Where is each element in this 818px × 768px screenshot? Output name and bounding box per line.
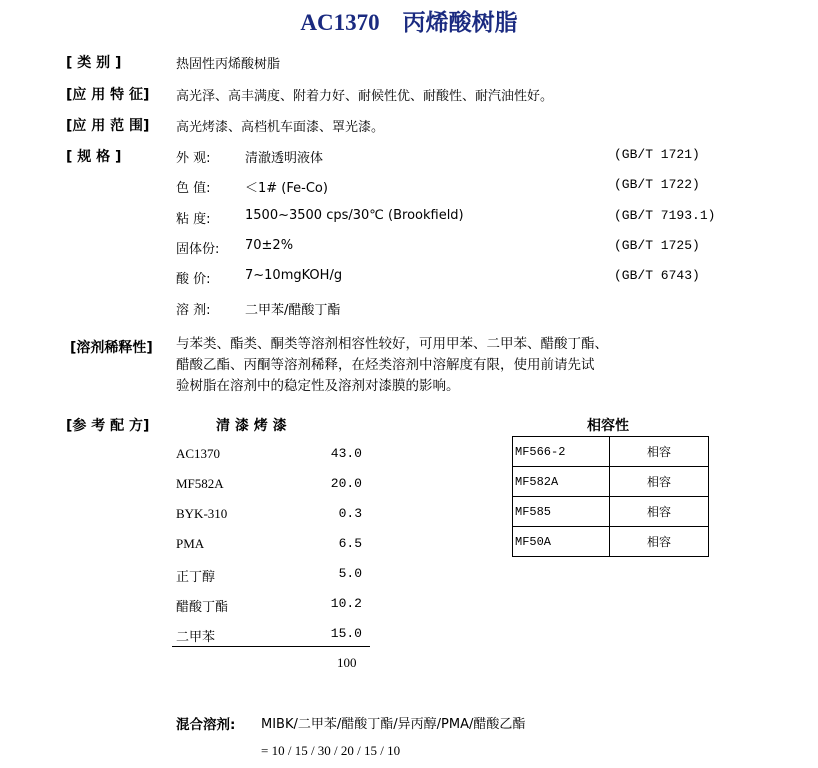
spec-standard: (GB/T 1721) xyxy=(614,147,700,162)
formula-ingredient: 醋酸丁酯 xyxy=(176,600,229,615)
solvent-dilution-text xyxy=(176,334,608,397)
spec-standard: (GB/T 1722) xyxy=(614,177,700,192)
formula-ingredient: PMA xyxy=(176,536,205,551)
compat-resin: MF50A xyxy=(513,527,610,557)
formula-amount: 15.0 xyxy=(330,626,362,641)
formula-amount: 20.0 xyxy=(330,476,362,491)
formula-row xyxy=(176,506,366,526)
table-row xyxy=(513,437,709,467)
formula-total: 100 xyxy=(337,655,357,670)
formula-amount: 6.5 xyxy=(338,536,362,551)
formula-row xyxy=(176,476,366,496)
compat-result: 相容 xyxy=(610,437,709,467)
table-row xyxy=(513,467,709,497)
spec-name: 粘 度: xyxy=(176,212,211,227)
spec-name: 外 观: xyxy=(176,151,211,166)
formula-amount: 43.0 xyxy=(330,446,362,461)
features-label: [应 用 特 征] xyxy=(66,87,150,103)
compat-heading: 相容性 xyxy=(587,418,629,434)
spec-value: 二甲苯/醋酸丁酯 xyxy=(245,303,341,318)
formula-ingredient: 正丁醇 xyxy=(176,570,216,585)
solvent-dilution-line: 醋酸乙酯、丙酮等溶剂稀释，在烃类溶剂中溶解度有限，使用前请先试 xyxy=(176,357,595,373)
spec-name: 色 值: xyxy=(176,181,211,196)
mixed-solvent-value: MIBK/二甲苯/醋酸丁酯/异丙醇/PMA/醋酸乙酯 xyxy=(261,717,526,732)
spec-standard: (GB/T 7193.1) xyxy=(614,208,716,223)
formula-row xyxy=(176,566,366,586)
spec-value: 7~10mgKOH/g xyxy=(245,268,343,283)
formula-ingredient: AC1370 xyxy=(176,446,221,461)
formula-row xyxy=(176,596,366,616)
solvent-dilution-line: 与苯类、酯类、酮类等溶剂相容性较好，可用甲苯、二甲苯、醋酸丁酯、 xyxy=(176,336,608,352)
mixed-solvent-label: 混合溶剂: xyxy=(176,717,236,733)
solvent-dilution-label: [溶剂稀释性] xyxy=(70,340,153,356)
spec-name: 固体份: xyxy=(176,242,220,257)
formula-amount: 5.0 xyxy=(338,566,362,581)
compat-resin: MF566-2 xyxy=(513,437,610,467)
formula-ingredient: 二甲苯 xyxy=(176,630,216,645)
category-value: 热固性丙烯酸树脂 xyxy=(176,57,281,72)
reference-formula-label: [参 考 配 方] xyxy=(66,418,150,434)
formula-row xyxy=(176,536,366,556)
compat-result: 相容 xyxy=(610,467,709,497)
spec-value: 70±2% xyxy=(245,238,294,253)
formula-ingredient: BYK-310 xyxy=(176,506,228,521)
formula-total-divider xyxy=(172,646,370,647)
features-value: 高光泽、高丰满度、附着力好、耐候性优、耐酸性、耐汽油性好。 xyxy=(176,89,554,104)
compat-result: 相容 xyxy=(610,527,709,557)
formula-ingredient: MF582A xyxy=(176,476,224,491)
spec-standard: (GB/T 1725) xyxy=(614,238,700,253)
formula-row xyxy=(176,626,366,646)
page-title: AC1370 丙烯酸树脂 xyxy=(300,10,518,35)
table-row xyxy=(513,527,709,557)
formula-amount: 10.2 xyxy=(330,596,362,611)
compat-result: 相容 xyxy=(610,497,709,527)
spec-label: [ 规 格 ] xyxy=(66,149,122,165)
spec-value: ＜1# (Fe-Co) xyxy=(245,181,328,196)
scope-value: 高光烤漆、高档机车面漆、罩光漆。 xyxy=(176,120,385,135)
spec-value: 1500~3500 cps/30℃ (Brookfield) xyxy=(245,208,464,223)
compat-resin: MF585 xyxy=(513,497,610,527)
formula-amount: 0.3 xyxy=(338,506,362,521)
spec-name: 溶 剂: xyxy=(176,303,211,318)
mixed-solvent-ratio: = 10 / 15 / 30 / 20 / 15 / 10 xyxy=(261,743,401,758)
spec-name: 酸 价: xyxy=(176,272,211,287)
spec-standard: (GB/T 6743) xyxy=(614,268,700,283)
formula-row xyxy=(176,446,366,466)
scope-label: [应 用 范 围] xyxy=(66,118,150,134)
compat-resin: MF582A xyxy=(513,467,610,497)
table-row xyxy=(513,497,709,527)
category-label: [ 类 别 ] xyxy=(66,55,122,71)
formula-heading: 清 漆 烤 漆 xyxy=(216,418,287,434)
compat-table xyxy=(512,436,709,557)
solvent-dilution-line: 验树脂在溶剂中的稳定性及溶剂对漆膜的影响。 xyxy=(176,378,460,394)
spec-value: 清澈透明液体 xyxy=(245,151,324,166)
